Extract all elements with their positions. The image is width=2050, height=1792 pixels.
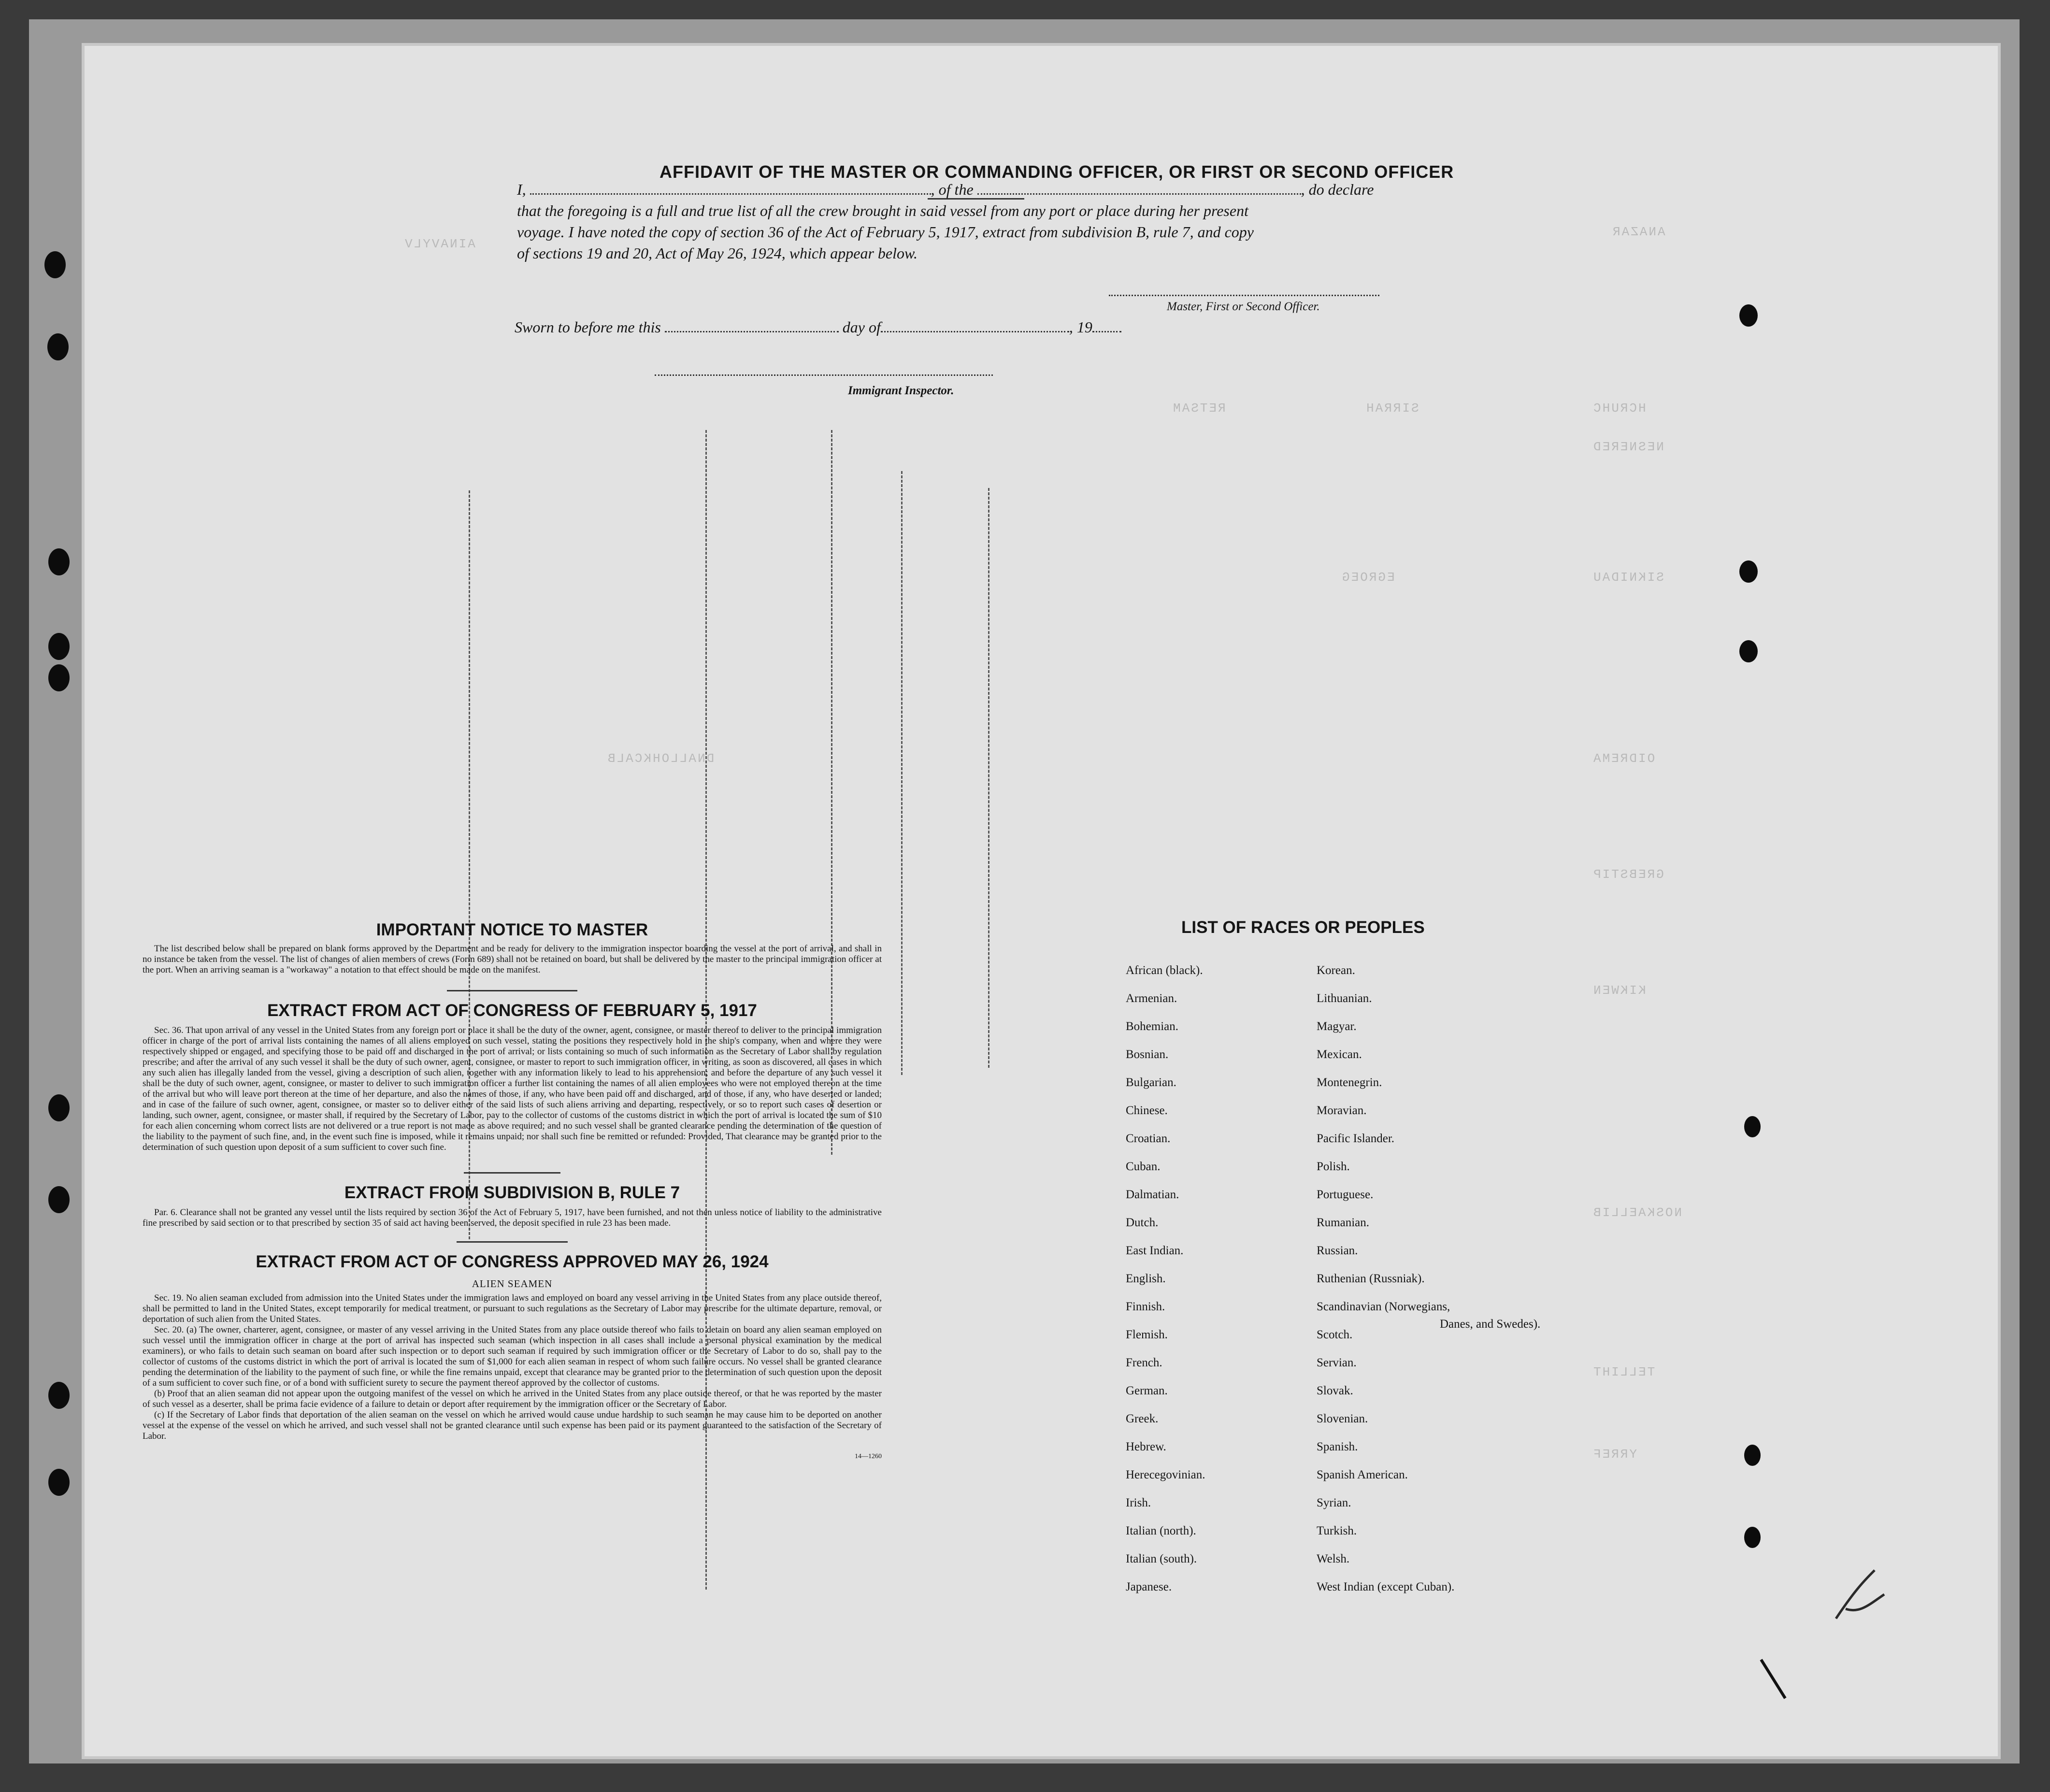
race-item: Servian. — [1317, 1356, 1357, 1369]
alien-seamen-subheading: ALIEN SEAMEN — [472, 1278, 553, 1290]
divider — [447, 990, 577, 991]
race-item: Irish. — [1126, 1496, 1151, 1509]
race-item: Magyar. — [1317, 1020, 1357, 1033]
race-item: Dutch. — [1126, 1216, 1159, 1229]
extract-rule7-text: Par. 6. Clearance shall not be granted any vessel until the lists required by section 36 of the Act of February 5, 1917, have been furnished, and not then unless notice of liability to the administrative fine prescribed by said section or to that prescribed by section 35 of said act having been served, the deposit specified in rule 23 has been made. — [143, 1207, 882, 1228]
race-item: Bosnian. — [1126, 1048, 1169, 1061]
binder-hole — [47, 333, 69, 360]
affidavit-line-1: I, , of the , do declare — [517, 181, 1374, 198]
race-item: Polish. — [1317, 1160, 1350, 1173]
extract-1924-heading: EXTRACT FROM ACT OF CONGRESS APPROVED MAY 26, 1924 — [256, 1252, 769, 1271]
sworn-day-field[interactable] — [665, 331, 839, 332]
race-item: English. — [1126, 1272, 1166, 1285]
sec20a-text: Sec. 20. (a) The owner, charterer, agent, consignee, or master of any vessel arriving in the United States from any place outside thereof who fails to detain on board any alien seaman employed on such vessel until the immigration officer in charge at the port of arrival has inspected such seaman (which inspection in all cases shall include a personal physical examination by the medical examiners), or who fails to detain such seaman on board after such inspection or to deport such seaman if required by such immigration officer or the Secretary of Labor to do so, shall pay to the collector of customs of the customs district in which the port of arrival is located the sum of $1,000 for each alien seaman in respect of whom such failure occurs. No vessel shall be granted clearance pending the determination of the liability to the payment of such fine, or while the fine remains unpaid, except that clearance may be granted prior to the determination of such question upon the deposit of a sum sufficient to cover such fine, or of a bond with sufficient surety to secure the payment thereof approved by the collector of customs. — [143, 1325, 882, 1388]
binder-hole — [1744, 1527, 1761, 1548]
inspector-label: Immigrant Inspector. — [848, 384, 954, 397]
affidavit-line-3: voyage. I have noted the copy of section 36 of the Act of February 5, 1917, extract from subdivision B, rule 7, and copy — [517, 223, 1254, 241]
binder-hole — [1739, 640, 1758, 662]
race-item: Italian (south). — [1126, 1552, 1197, 1565]
binder-hole — [48, 1094, 70, 1121]
inspector-signature-line[interactable] — [655, 374, 993, 376]
race-item: Mexican. — [1317, 1048, 1362, 1061]
race-item: Bohemian. — [1126, 1020, 1179, 1033]
ghost-text: YRREF — [1592, 1447, 1637, 1462]
binder-hole — [48, 1382, 70, 1409]
race-item: Dalmatian. — [1126, 1188, 1179, 1201]
extract-1917-text: Sec. 36. That upon arrival of any vessel in the United States from any foreign port or place it shall be the duty of the owner, agent, consignee, or master thereof to deliver to the principal immigration officer in charge of the port of arrival lists containing the names of all aliens employed on such vessel, stating the positions they respectively hold in the ship's company, when and where they were respectively shipped or engaged, and specifying those to be paid off and discharged in the port of arrival; or lists containing so much of such information as the Secretary of Labor shall by regulation prescribe; and after the arrival of any such vessel it shall be the duty of such owner, agent, consignee, or master to report to such immigration officer, in writing, as soon as discovered, all cases in which any such alien has illegally landed from the vessel, giving a description of such alien, together with any information likely to lead to his apprehension; and before the departure of any such vessel it shall be the duty of such owner, agent, consignee, or master to deliver to such immigration officer a further list containing the names of all alien employees who were not employed thereon at the time of the arrival but who will leave port thereon at the time of her departure, and also the names of those, if any, who have been paid off and discharged, and of those, if any, who have deserted or landed; and in case of the failure of such owner, agent, consignee, or master so to deliver either of the said lists of such aliens arriving and departing, respectively, or so to report such cases of desertion or landing, such owner, agent, consignee, or master shall, if required by the Secretary of Labor, pay to the collector of customs of the customs district in which the port of arrival is located the sum of $10 for each alien concerning whom correct lists are not delivered or a true report is not made as above required; and no such vessel shall be granted clearance pending the determination of the question of the liability to the payment of such fine, and, in the event such fine is imposed, while it remains unpaid; nor shall such fine be remitted or refunded: Provided, That clearance may be granted prior to the determination of such question upon deposit of a sum sufficient to cover such fine. — [143, 1025, 882, 1152]
binder-hole — [48, 664, 70, 691]
ghost-text: KIKWEN — [1592, 983, 1646, 998]
race-item: Syrian. — [1317, 1496, 1351, 1509]
ghost-text: SIKNIDAU — [1592, 570, 1664, 585]
race-item: Spanish. — [1317, 1440, 1358, 1453]
pen-stroke — [1759, 1657, 1788, 1701]
name-field[interactable] — [530, 193, 931, 195]
race-item: Japanese. — [1126, 1580, 1172, 1593]
race-item: Cuban. — [1126, 1160, 1161, 1173]
binder-hole — [48, 548, 70, 575]
binder-hole — [1744, 1116, 1761, 1137]
affidavit-line-2: that the foregoing is a full and true list of all the crew brought in said vessel from any port or place during her present — [517, 202, 1248, 219]
master-signature-label: Master, First or Second Officer. — [1167, 300, 1320, 313]
ghost-text: GREBSTIP — [1592, 867, 1664, 882]
race-item: Portuguese. — [1317, 1188, 1374, 1201]
divider — [457, 1241, 568, 1243]
race-item: Russian. — [1317, 1244, 1358, 1257]
race-item: Bulgarian. — [1126, 1076, 1176, 1089]
race-item: Pacific Islander. — [1317, 1132, 1395, 1145]
ghost-text: HCRUHC — [1592, 401, 1646, 416]
affidavit-statement — [517, 179, 1503, 264]
important-notice-text: The list described below shall be prepared on blank forms approved by the Department and be ready for delivery to the immigration inspector boarding the vessel at the port of arrival, and shall in no instance be taken from the vessel. The list of changes of alien members of crews (Form 689) shall not be retained on board, but shall be delivered by the master to the principal immigration officer at the port. When an arriving seaman is a "workaway" a notation to that effect should be made on the manifest. — [143, 944, 882, 975]
ghost-text: DNALLOHKCALB — [606, 751, 715, 766]
ghost-text: SIRRAH — [1365, 401, 1419, 416]
binder-hole — [44, 251, 66, 278]
binder-hole — [48, 1186, 70, 1213]
ghost-text: NESNERED — [1592, 440, 1664, 454]
race-item: Armenian. — [1126, 992, 1177, 1005]
binder-hole — [1739, 560, 1758, 583]
ghost-text: ANAZAR — [1611, 225, 1665, 239]
race-item: German. — [1126, 1384, 1168, 1397]
binder-hole — [48, 633, 70, 660]
race-item-continued: Danes, and Swedes). — [1440, 1318, 1541, 1331]
race-item: Herecegovinian. — [1126, 1468, 1205, 1481]
extract-1917-heading: EXTRACT FROM ACT OF CONGRESS OF FEBRUARY 5, 1917 — [267, 1001, 757, 1020]
sec19-text: Sec. 19. No alien seaman excluded from admission into the United States under the immigration laws and employed on board any vessel arriving in the United States from any place outside thereof, shall be permitted to land in the United States, except temporarily for medical treatment, or pursuant to such regulations as the Secretary of Labor may prescribe for the ultimate departure, removal, or deportation of such alien from the United States. — [143, 1293, 882, 1324]
race-item: West Indian (except Cuban). — [1317, 1580, 1455, 1593]
race-item: Turkish. — [1317, 1524, 1357, 1537]
ghost-text: AINAVYLV — [403, 237, 475, 251]
race-item: Hebrew. — [1126, 1440, 1166, 1453]
affidavit-line-4: of sections 19 and 20, Act of May 26, 1924, which appear below. — [517, 244, 917, 262]
column-divider — [988, 488, 989, 1068]
race-item: Rumanian. — [1317, 1216, 1370, 1229]
race-item: Korean. — [1317, 964, 1355, 977]
extract-rule7-heading: EXTRACT FROM SUBDIVISION B, RULE 7 — [344, 1183, 680, 1202]
ghost-text: OIDREMA — [1592, 751, 1655, 766]
race-item: Spanish American. — [1317, 1468, 1408, 1481]
race-item: Croatian. — [1126, 1132, 1171, 1145]
race-item: Italian (north). — [1126, 1524, 1196, 1537]
column-divider — [901, 471, 903, 1075]
ghost-text: EGROEG — [1341, 570, 1395, 585]
important-notice-heading: IMPORTANT NOTICE TO MASTER — [376, 920, 648, 939]
binder-hole — [48, 1469, 70, 1496]
vessel-field[interactable] — [977, 193, 1301, 195]
race-item: Ruthenian (Russniak). — [1317, 1272, 1425, 1285]
sworn-line: Sworn to before me this day of , 19 — [515, 316, 1121, 338]
ghost-text: RETSAM — [1172, 401, 1226, 416]
races-heading: LIST OF RACES OR PEOPLES — [1181, 918, 1425, 937]
race-item: Slovenian. — [1317, 1412, 1368, 1425]
race-item: Moravian. — [1317, 1104, 1367, 1117]
ghost-text: TELLIHT — [1592, 1365, 1655, 1379]
race-item: Chinese. — [1126, 1104, 1168, 1117]
sworn-year-field[interactable] — [1092, 331, 1121, 332]
divider — [464, 1172, 560, 1174]
sec20b-text: (b) Proof that an alien seaman did not appear upon the outgoing manifest of the vessel on which he arrived in the United States from any place outside thereof, or that he was reported by the master of such vessel as a deserter, shall be prima facie evidence of a failure to detain or deport after requirement by the immigration officer or the Secretary of Labor. — [143, 1389, 882, 1409]
race-item: Welsh. — [1317, 1552, 1350, 1565]
race-item: Slovak. — [1317, 1384, 1353, 1397]
race-item: Lithuanian. — [1317, 992, 1372, 1005]
race-item: Scandinavian (Norwegians, — [1317, 1300, 1450, 1313]
race-item: Flemish. — [1126, 1328, 1168, 1341]
race-item: French. — [1126, 1356, 1162, 1369]
document-page — [85, 46, 1998, 1756]
race-item: Montenegrin. — [1317, 1076, 1382, 1089]
legal-notices — [143, 920, 882, 1462]
race-item: African (black). — [1126, 964, 1203, 977]
race-item: East Indian. — [1126, 1244, 1184, 1257]
sworn-month-field[interactable] — [881, 331, 1069, 332]
binder-hole — [1744, 1445, 1761, 1466]
sec20c-text: (c) If the Secretary of Labor finds that deportation of the alien seaman on the vessel on which he arrived would cause undue hardship to such seaman he may cause him to be deported on another vessel at the expense of the vessel on which he arrived, and such vessel shall not be granted clearance until such expense has been paid or its payment guaranteed to the satisfaction of the Secretary of Labor. — [143, 1410, 882, 1441]
handwritten-mark — [1826, 1561, 1894, 1638]
race-item: Finnish. — [1126, 1300, 1165, 1313]
ghost-text: NOSKAELLIB — [1592, 1205, 1682, 1220]
form-number: 14—1260 — [855, 1453, 882, 1460]
binder-hole — [1739, 304, 1758, 327]
race-item: Greek. — [1126, 1412, 1159, 1425]
race-item: Scotch. — [1317, 1328, 1353, 1341]
affidavit-title: AFFIDAVIT OF THE MASTER OR COMMANDING OFFICER, OR FIRST OR SECOND OFFICER — [659, 162, 1454, 182]
